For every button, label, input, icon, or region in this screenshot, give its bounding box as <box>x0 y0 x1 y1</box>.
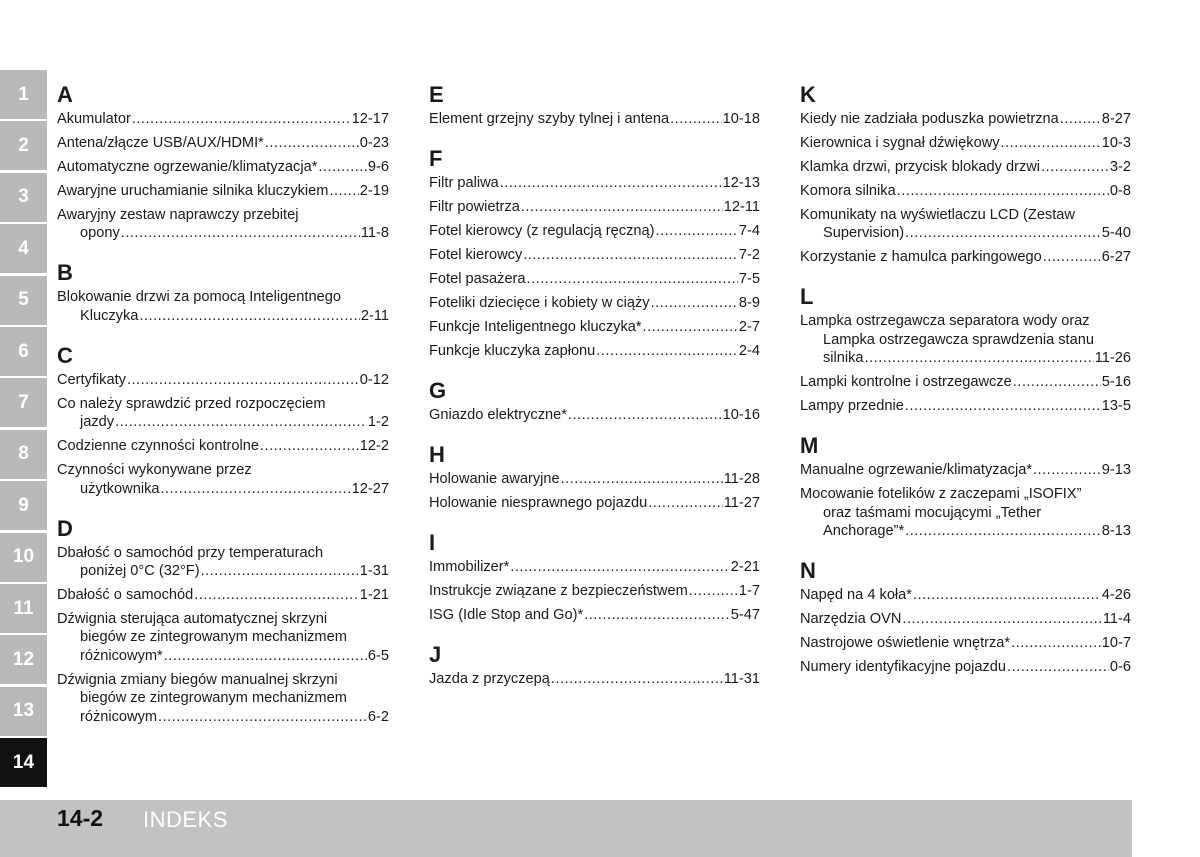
index-entry[interactable] <box>429 582 760 600</box>
entry-line <box>800 658 1131 676</box>
dot-leader <box>201 562 359 580</box>
page-reference: 10-3 <box>1101 135 1131 151</box>
page-reference: 1-31 <box>359 563 389 580</box>
page-reference: 12-11 <box>723 199 760 215</box>
chapter-tab-10[interactable]: 10 <box>0 533 47 582</box>
entry-text: Lampka ostrzegawcza sprawdzenia stanu <box>823 331 1094 348</box>
entry-text: Akumulator <box>57 111 131 127</box>
chapter-tab-5[interactable]: 5 <box>0 276 47 325</box>
page-reference: 4-26 <box>1101 587 1131 604</box>
section-letter: A <box>57 82 73 107</box>
dot-leader <box>500 174 722 192</box>
dot-leader <box>561 470 723 488</box>
index-entry[interactable] <box>57 461 389 498</box>
index-column-1 <box>57 84 389 732</box>
dot-leader <box>1041 158 1109 176</box>
entry-text: Holowanie awaryjne <box>429 471 560 487</box>
entry-line <box>429 342 760 360</box>
entry-text: Gniazdo elektryczne* <box>429 407 567 423</box>
entry-line <box>800 634 1131 652</box>
entry-line <box>800 134 1131 152</box>
section-letter: B <box>57 260 73 286</box>
page-reference: 0-23 <box>359 135 389 151</box>
entry-line <box>800 610 1131 628</box>
entry-line <box>429 582 760 600</box>
index-entry[interactable] <box>57 134 389 152</box>
entry-text: Napęd na 4 koła* <box>800 587 912 604</box>
entry-line <box>57 134 389 152</box>
entry-text: Klamka drzwi, przycisk blokady drzwi <box>800 159 1041 175</box>
dot-leader <box>527 270 738 288</box>
entry-line <box>57 371 389 389</box>
entry-line <box>57 182 389 200</box>
dot-leader <box>643 318 738 336</box>
index-entry[interactable] <box>800 397 1131 415</box>
chapter-tab-3[interactable]: 3 <box>0 173 47 222</box>
index-entry[interactable] <box>429 222 760 240</box>
entry-text: Fotel kierowcy (z regulacją ręczną) <box>429 223 655 239</box>
dot-leader <box>670 110 722 128</box>
entry-line <box>429 294 760 312</box>
section-gap <box>57 248 389 262</box>
entry-line <box>429 222 760 240</box>
index-entry[interactable] <box>800 461 1131 479</box>
entry-text: Fotel pasażera <box>429 271 526 287</box>
entry-line <box>429 606 760 624</box>
section-gap <box>429 630 760 644</box>
entry-line <box>429 198 760 216</box>
dot-leader <box>651 294 738 312</box>
dot-leader <box>902 610 1101 628</box>
entry-text: Foteliki dziecięce i kobiety w ciąży <box>429 295 650 311</box>
index-entry[interactable] <box>800 610 1131 628</box>
section-letter: G <box>429 378 447 403</box>
dot-leader <box>1060 110 1101 128</box>
dot-leader <box>132 110 351 128</box>
entry-line <box>429 110 760 128</box>
index-entry[interactable] <box>800 634 1131 652</box>
index-entry[interactable] <box>429 318 760 336</box>
page-reference: 0-8 <box>1109 183 1131 199</box>
page-reference: 0-6 <box>1109 659 1131 676</box>
entry-text: Filtr powietrza <box>429 199 520 215</box>
page-reference: 7-2 <box>738 247 760 263</box>
entry-line <box>800 373 1131 391</box>
dot-leader <box>1011 634 1101 652</box>
entry-text: Nastrojowe oświetlenie wnętrza* <box>800 635 1011 652</box>
entry-text: Dźwignia sterująca automatycznej skrzyni <box>57 611 328 628</box>
index-entry[interactable] <box>429 174 760 192</box>
entry-text: Co należy sprawdzić przed rozpoczęciem <box>57 395 326 412</box>
page-reference: 1-7 <box>738 583 760 599</box>
index-entry[interactable] <box>429 470 760 488</box>
entry-text: opony <box>80 225 120 242</box>
entry-line <box>429 246 760 264</box>
section-gap <box>429 366 760 380</box>
entry-line <box>57 110 389 128</box>
entry-text: Fotel kierowcy <box>429 247 523 263</box>
entry-line <box>57 158 389 176</box>
page-reference: 6-5 <box>367 647 389 664</box>
page-reference: 2-19 <box>359 183 389 199</box>
page-reference: 11-8 <box>360 225 389 242</box>
dot-leader <box>648 494 723 512</box>
index-entry[interactable] <box>429 606 760 624</box>
dot-leader <box>905 522 1101 540</box>
entry-line <box>429 558 760 576</box>
index-entry[interactable] <box>429 494 760 512</box>
dot-leader <box>913 586 1101 604</box>
entry-text: Dźwignia zmiany biegów manualnej skrzyni <box>57 671 338 688</box>
entry-text: Kiedy nie zadziała poduszka powietrzna <box>800 111 1059 127</box>
page-reference: 2-21 <box>730 559 760 575</box>
entry-text: Element grzejny szyby tylnej i antena <box>429 111 670 127</box>
page-reference: 11-4 <box>1102 611 1131 628</box>
entry-line <box>57 224 389 242</box>
page-reference: 1-21 <box>359 587 389 604</box>
entry-line <box>429 270 760 288</box>
entry-text: Codzienne czynności kontrolne <box>57 438 259 455</box>
dot-leader <box>121 224 360 242</box>
entry-line <box>57 562 389 580</box>
page-reference: 11-28 <box>723 471 760 487</box>
entry-line <box>800 158 1131 176</box>
index-entry[interactable] <box>800 485 1131 540</box>
index-entry[interactable] <box>57 158 389 176</box>
page-reference: 0-12 <box>359 371 389 388</box>
chapter-tab-1[interactable]: 1 <box>0 70 47 119</box>
dot-leader <box>596 342 738 360</box>
entry-text: Manualne ogrzewanie/klimatyzacja* <box>800 462 1032 479</box>
dot-leader <box>1001 134 1101 152</box>
entry-text: różnicowym* <box>80 647 163 664</box>
entry-line <box>800 522 1131 540</box>
entry-line <box>57 307 389 325</box>
entry-line <box>57 480 389 498</box>
section-letter: N <box>800 558 816 584</box>
entry-text: Immobilizer* <box>429 559 510 575</box>
page-reference: 12-13 <box>722 175 760 191</box>
dot-leader <box>1007 658 1109 676</box>
dot-leader <box>1033 461 1101 479</box>
section-gap <box>57 504 389 518</box>
dot-leader <box>551 670 723 688</box>
page-reference: 8-9 <box>738 295 760 311</box>
entry-text: Awaryjny zestaw naprawczy przebitej <box>57 207 299 223</box>
section-letter: K <box>800 82 816 107</box>
entry-line <box>57 708 389 726</box>
section-letter: C <box>57 342 73 368</box>
page-reference: 8-27 <box>1101 111 1131 127</box>
entry-text: Korzystanie z hamulca parkingowego <box>800 249 1042 266</box>
index-entry[interactable] <box>57 288 389 325</box>
page-reference: 12-27 <box>351 480 389 497</box>
dot-leader <box>655 222 737 240</box>
entry-line <box>57 413 389 431</box>
index-entry[interactable] <box>429 670 760 688</box>
index-entry[interactable] <box>800 110 1131 128</box>
index-entry[interactable] <box>429 342 760 360</box>
entry-line <box>429 470 760 488</box>
dot-leader <box>164 647 367 665</box>
section-letter: L <box>800 284 814 310</box>
dot-leader <box>329 182 358 200</box>
section-letter: E <box>429 82 444 107</box>
page-reference: 11-27 <box>723 495 760 511</box>
page-reference: 10-18 <box>722 111 760 127</box>
page-reference: 2-11 <box>360 307 389 324</box>
index-entry[interactable] <box>57 586 389 604</box>
dot-leader <box>139 307 359 325</box>
entry-text: silnika <box>823 350 864 367</box>
section-gap <box>800 272 1131 286</box>
index-entry[interactable] <box>429 406 760 424</box>
index-entry[interactable] <box>57 437 389 455</box>
entry-text: Holowanie niesprawnego pojazdu <box>429 495 648 511</box>
section-letter: J <box>429 642 442 667</box>
dot-leader <box>905 397 1101 415</box>
page-reference: 5-16 <box>1101 374 1131 391</box>
index-entry[interactable] <box>57 371 389 389</box>
entry-text: Instrukcje związane z bezpieczeństwem <box>429 583 688 599</box>
entry-text: Antena/złącze USB/AUX/HDMI* <box>57 135 264 151</box>
entry-text: Filtr paliwa <box>429 175 499 191</box>
dot-leader <box>523 246 738 264</box>
entry-line <box>800 182 1131 200</box>
chapter-tab-12[interactable]: 12 <box>0 635 47 684</box>
index-entry[interactable] <box>429 246 760 264</box>
index-entry[interactable] <box>429 294 760 312</box>
dot-leader <box>905 224 1101 242</box>
entry-line <box>800 461 1131 479</box>
page-reference: 5-40 <box>1101 225 1131 242</box>
entry-text: Supervision) <box>823 225 905 242</box>
entry-text: Kierownica i sygnał dźwiękowy <box>800 135 1000 151</box>
index-entry[interactable] <box>57 395 389 432</box>
entry-line <box>429 406 760 424</box>
entry-text: jazdy <box>80 414 115 431</box>
index-entry[interactable] <box>800 206 1131 243</box>
dot-leader <box>689 582 738 600</box>
entry-line <box>57 437 389 455</box>
index-entry[interactable] <box>800 158 1131 176</box>
page-reference: 11-26 <box>1094 350 1131 367</box>
dot-leader <box>115 413 367 431</box>
entry-text: Lampy przednie <box>800 398 904 415</box>
section-letter: D <box>57 515 73 541</box>
entry-text: biegów ze zintegrowanym mechanizmem <box>80 629 347 646</box>
section-gap <box>57 331 389 345</box>
dot-leader <box>584 606 730 624</box>
index-entry[interactable] <box>800 373 1131 391</box>
entry-line <box>800 224 1131 242</box>
entry-text: Automatyczne ogrzewanie/klimatyzacja* <box>57 159 318 175</box>
chapter-tab-8[interactable]: 8 <box>0 430 47 479</box>
page-reference: 1-2 <box>367 414 389 431</box>
section-gap <box>800 421 1131 435</box>
page-reference: 10-7 <box>1101 635 1131 652</box>
entry-text: Dbałość o samochód przy temperaturach <box>57 544 324 561</box>
entry-text: Numery identyfikacyjne pojazdu <box>800 659 1007 676</box>
page-reference: 6-2 <box>367 708 389 725</box>
index-entry[interactable] <box>57 671 389 726</box>
section-letter: H <box>429 442 445 467</box>
page-reference: 13-5 <box>1101 398 1131 415</box>
index-entry[interactable] <box>800 182 1131 200</box>
chapter-tab-2[interactable]: 2 <box>0 121 47 170</box>
entry-text: Lampki kontrolne i ostrzegawcze <box>800 374 1012 391</box>
entry-text: Awaryjne uruchamianie silnika kluczykiem <box>57 183 329 199</box>
index-entry[interactable] <box>429 558 760 576</box>
index-column-2 <box>429 84 760 694</box>
dot-leader <box>865 349 1094 367</box>
section-gap <box>429 134 760 148</box>
entry-line <box>800 349 1131 367</box>
entry-text: Lampka ostrzegawcza separatora wody oraz <box>800 313 1090 330</box>
page-reference: 12-17 <box>351 111 389 127</box>
index-entry[interactable] <box>57 610 389 665</box>
index-column-3 <box>800 84 1131 682</box>
page-reference: 12-2 <box>359 438 389 455</box>
section-gap <box>800 546 1131 560</box>
entry-line <box>800 110 1131 128</box>
index-entry[interactable] <box>429 270 760 288</box>
chapter-tab-6[interactable]: 6 <box>0 327 47 376</box>
entry-text: Mocowanie fotelików z zaczepami „ISOFIX” <box>800 486 1082 503</box>
dot-leader <box>1013 373 1101 391</box>
entry-text: Jazda z przyczepą <box>429 671 550 687</box>
entry-text: poniżej 0°C (32°F) <box>80 563 200 580</box>
entry-line <box>800 586 1131 604</box>
section-letter: I <box>429 530 436 555</box>
entry-line <box>57 586 389 604</box>
index-entry[interactable] <box>800 134 1131 152</box>
entry-text: Funkcje Inteligentnego kluczyka* <box>429 319 642 335</box>
entry-text: Blokowanie drzwi za pomocą Inteligentnego <box>57 289 341 306</box>
section-letter: F <box>429 146 443 171</box>
chapter-tab-9[interactable]: 9 <box>0 481 47 530</box>
entry-text: biegów ze zintegrowanym mechanizmem <box>80 690 347 707</box>
dot-leader <box>265 134 359 152</box>
entry-text: Funkcje kluczyka zapłonu <box>429 343 596 359</box>
page-reference: 9-13 <box>1101 462 1131 479</box>
chapter-tab-13[interactable]: 13 <box>0 687 47 736</box>
entry-text: Anchorage”* <box>823 523 905 540</box>
entry-text: Kluczyka <box>80 307 139 324</box>
section-title: INDEKS <box>143 807 228 832</box>
page-reference: 2-7 <box>738 319 760 335</box>
entry-text: użytkownika <box>80 480 160 497</box>
page-reference: 8-13 <box>1101 523 1131 540</box>
dot-leader <box>161 480 351 498</box>
index-entry[interactable] <box>57 206 389 243</box>
index-entry[interactable] <box>429 198 760 216</box>
entry-text: oraz taśmami mocującymi „Tether <box>823 504 1042 521</box>
page-number: 14-2 <box>57 805 104 831</box>
entry-line <box>429 174 760 192</box>
entry-line <box>429 318 760 336</box>
page-reference: 7-4 <box>738 223 760 239</box>
index-entry[interactable] <box>57 110 389 128</box>
index-entry[interactable] <box>800 658 1131 676</box>
entry-text: Narzędzia OVN <box>800 611 902 628</box>
dot-leader <box>260 437 359 455</box>
entry-text: różnicowym <box>80 708 158 725</box>
dot-leader <box>318 158 367 176</box>
entry-text: Dbałość o samochód <box>57 587 194 604</box>
entry-line <box>800 397 1131 415</box>
index-entry[interactable] <box>57 544 389 581</box>
page-reference: 9-6 <box>367 159 389 175</box>
entry-line <box>429 494 760 512</box>
page-reference: 11-31 <box>723 671 760 687</box>
page-reference: 5-47 <box>730 607 760 623</box>
page-reference: 6-27 <box>1101 249 1131 266</box>
index-entry[interactable] <box>800 312 1131 367</box>
dot-leader <box>127 371 359 389</box>
page-reference: 7-5 <box>738 271 760 287</box>
index-entry[interactable] <box>57 182 389 200</box>
dot-leader <box>568 406 722 424</box>
chapter-tab-14[interactable]: 14 <box>0 738 47 787</box>
entry-text: Certyfikaty <box>57 371 126 388</box>
section-gap <box>429 518 760 532</box>
dot-leader <box>521 198 723 216</box>
index-entry[interactable] <box>800 586 1131 604</box>
index-entry[interactable] <box>800 248 1131 266</box>
entry-text: ISG (Idle Stop and Go)* <box>429 607 584 623</box>
entry-text: Komora silnika <box>800 183 896 199</box>
chapter-tab-7[interactable]: 7 <box>0 378 47 427</box>
dot-leader <box>194 586 358 604</box>
page-reference: 10-16 <box>722 407 760 423</box>
chapter-tab-4[interactable]: 4 <box>0 224 47 273</box>
section-letter: M <box>800 433 819 459</box>
entry-line <box>429 670 760 688</box>
page-reference: 2-4 <box>738 343 760 359</box>
dot-leader <box>1043 248 1101 266</box>
chapter-tab-11[interactable]: 11 <box>0 584 47 633</box>
section-gap <box>429 430 760 444</box>
page-reference: 3-2 <box>1109 159 1131 175</box>
index-entry[interactable] <box>429 110 760 128</box>
entry-line <box>57 647 389 665</box>
dot-leader <box>897 182 1109 200</box>
entry-line <box>800 248 1131 266</box>
entry-text: Czynności wykonywane przez <box>57 462 252 479</box>
entry-text: Komunikaty na wyświetlaczu LCD (Zestaw <box>800 207 1075 223</box>
dot-leader <box>510 558 730 576</box>
dot-leader <box>158 708 367 726</box>
